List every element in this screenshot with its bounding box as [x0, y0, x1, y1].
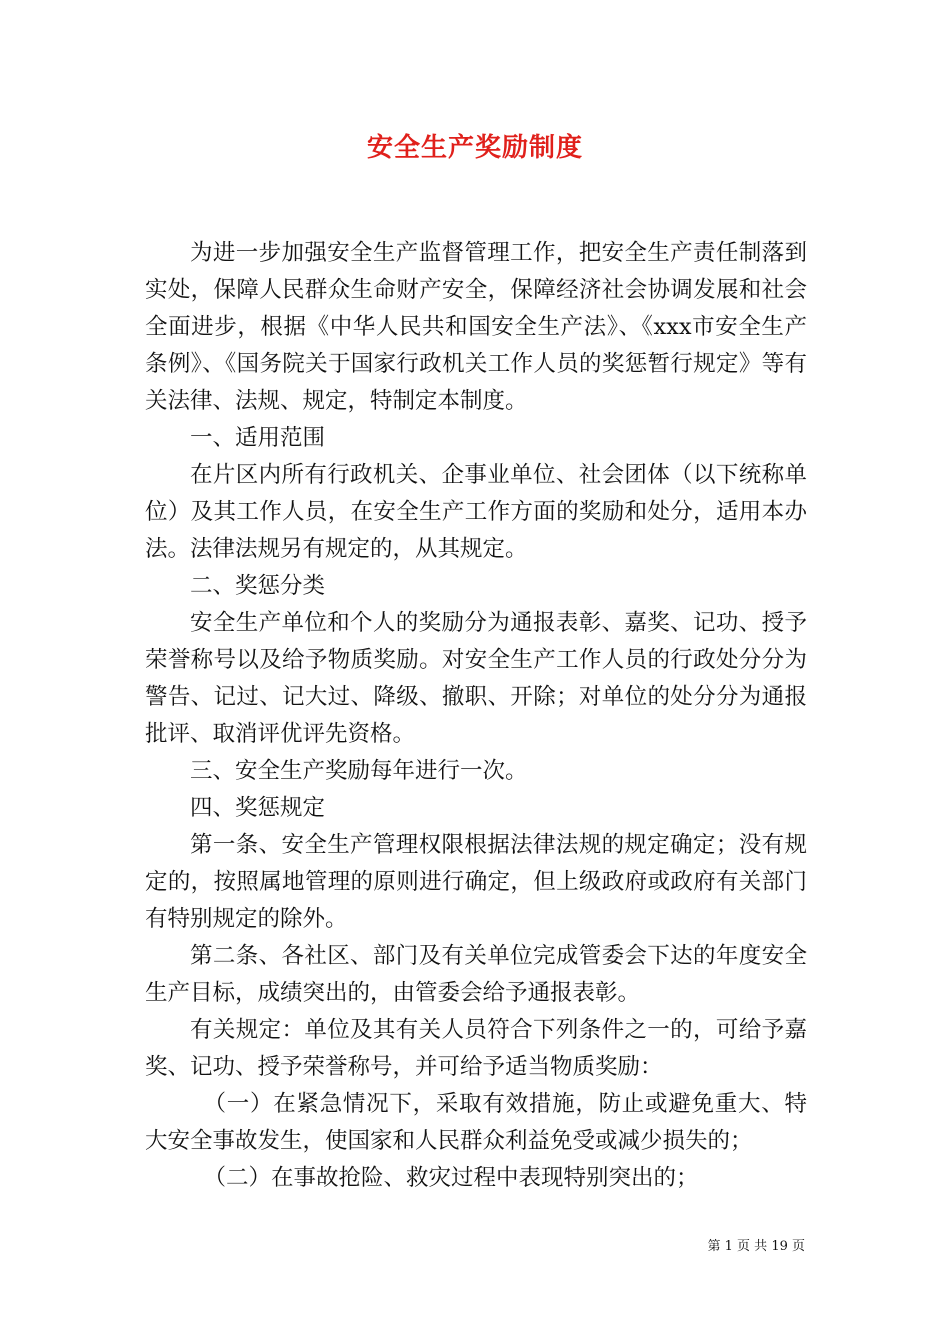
frequency-paragraph: 三、安全生产奖励每年进行一次。: [190, 758, 528, 784]
relevant-rules-paragraph: 有关规定：单位及其有关人员符合下列条件之一的，可给予嘉奖、记功、授予荣誉称号，并可给予适当物质奖励：: [145, 1017, 807, 1080]
categories-paragraph: 安全生产单位和个人的奖励分为通报表彰、嘉奖、记功、授予荣誉称号以及给予物质奖励。对安全生产工作人员的行政处分分为警告、记过、记大过、降级、撤职、开除；对单位的处分分为通报批评、取消评优评先资格。: [145, 610, 807, 747]
page-number: 第 1 页 共 19 页: [707, 1239, 805, 1254]
section-heading-rules: 四、奖惩规定: [190, 795, 326, 821]
intro-paragraph: 为进一步加强安全生产监督管理工作，把安全生产责任制落到实处，保障人民群众生命财产安全，保障经济社会协调发展和社会全面进步，根据《中华人民共和国安全生产法》、《xxx市安全生产条例》、《国务院关于国家行政机关工作人员的奖惩暂行规定》等有关法律、法规、规定，特制定本制度。: [145, 240, 807, 414]
clause-two-paragraph: （二）在事故抢险、救灾过程中表现特别突出的；: [203, 1165, 699, 1191]
clause-one-paragraph: （一）在紧急情况下，采取有效措施，防止或避免重大、特大安全事故发生，使国家和人民群众利益免受或减少损失的；: [145, 1091, 807, 1154]
document-body: [145, 235, 807, 1197]
section-heading-scope: 一、适用范围: [190, 425, 326, 451]
scope-paragraph: 在片区内所有行政机关、企事业单位、社会团体（以下统称单位）及其工作人员，在安全生产工作方面的奖励和处分，适用本办法。法律法规另有规定的，从其规定。: [145, 462, 807, 562]
page-title: 安全生产奖励制度: [366, 133, 583, 163]
article-one-paragraph: 第一条、安全生产管理权限根据法律法规的规定确定；没有规定的，按照属地管理的原则进行确定，但上级政府或政府有关部门有特别规定的除外。: [145, 832, 807, 932]
section-heading-categories: 二、奖惩分类: [190, 573, 326, 599]
article-two-paragraph: 第二条、各社区、部门及有关单位完成管委会下达的年度安全生产目标，成绩突出的，由管委会给予通报表彰。: [145, 943, 807, 1006]
